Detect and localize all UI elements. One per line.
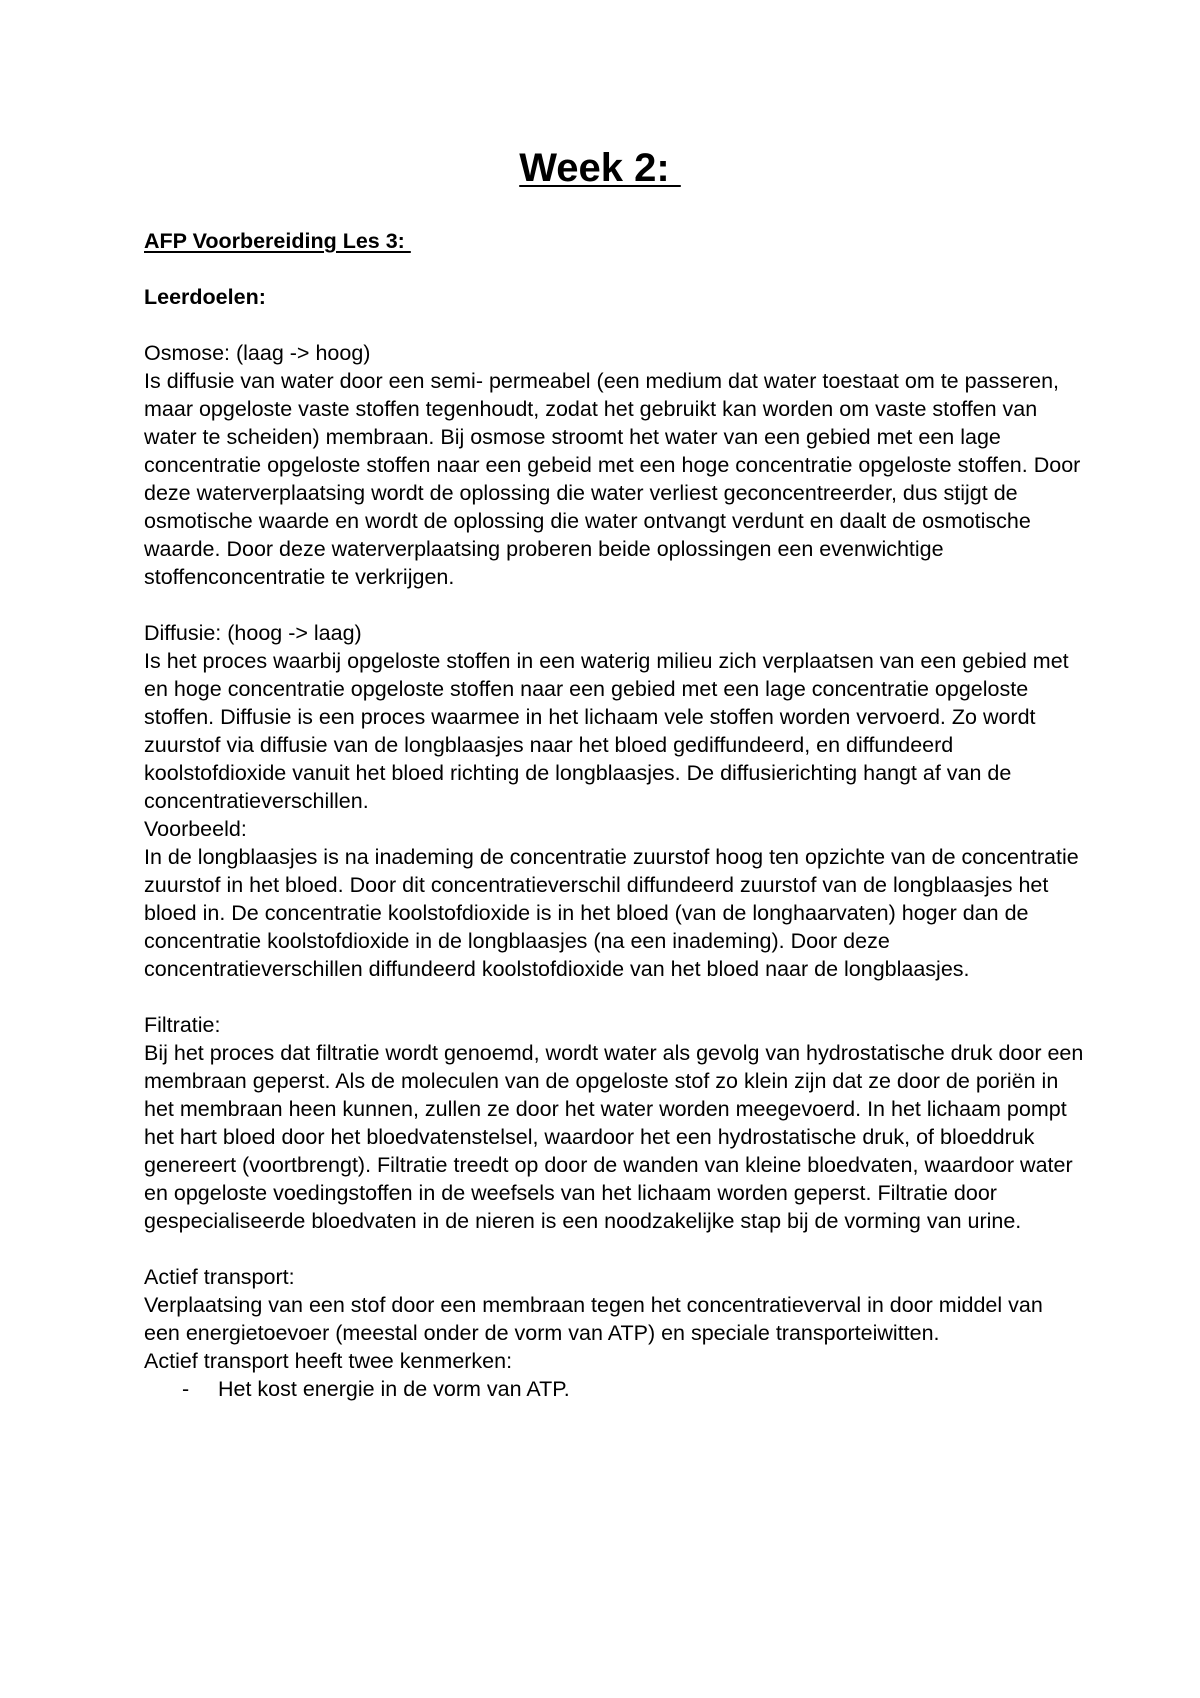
section-heading xyxy=(144,227,1084,255)
section-heading-text: AFP Voorbereiding Les 3: xyxy=(144,229,411,253)
bullet-text: Het kost energie in de vorm van ATP. xyxy=(218,1377,570,1401)
actief-transport-label: Actief transport: xyxy=(144,1265,295,1289)
bullet-marker: - xyxy=(182,1377,190,1401)
page-title-text: Week 2: xyxy=(519,146,681,190)
diffusie-paragraph: Is het proces waarbij opgeloste stoffen in een waterig milieu zich verplaatsen van een gebied met en hoge concentratie opgeloste stoffen naar een gebied met een lage concentratie opgeloste stoffen. Diffusie is een proces waarmee in het lichaam vele stoffen worden vervoerd. Zo wordt zuurstof via diffusie van de longblaasjes naar het bloed gediffundeerd, en diffundeerd koolstofdioxide vanuit het bloed richting de longblaasjes. De diffusierichting hangt af van de concentratieverschillen. xyxy=(144,649,1069,813)
spacer xyxy=(144,591,1084,619)
osmose-label: Osmose: (laag -> hoog) xyxy=(144,341,371,365)
list-item xyxy=(144,1375,1084,1403)
filtratie-paragraph: Bij het proces dat filtratie wordt genoemd, wordt water als gevolg van hydrostatische druk door een membraan geperst. Als de moleculen van de opgeloste stof zo klein zijn dat ze door de poriën in het membraan heen kunnen, zullen ze door het water worden meegevoerd. In het lichaam pompt het hart bloed door het bloedvatenstelsel, waardoor het een hydrostatische druk, of bloeddruk genereert (voortbrengt). Filtratie treedt op door de wanden van kleine bloedvaten, waardoor water en opgeloste voedingstoffen in de weefsels van het lichaam worden geperst. Filtratie door gespecialiseerde bloedvaten in de nieren is een noodzakelijke stap bij de vorming van urine. xyxy=(144,1041,1084,1233)
filtratie-label: Filtratie: xyxy=(144,1013,221,1037)
spacer xyxy=(144,255,1084,283)
actief-transport-kenmerken-intro: Actief transport heeft twee kenmerken: xyxy=(144,1349,513,1373)
subheading-leerdoelen: Leerdoelen: xyxy=(144,285,266,309)
osmose-paragraph: Is diffusie van water door een semi- permeabel (een medium dat water toestaat om te passeren, maar opgeloste vaste stoffen tegenhoudt, zodat het gebruikt kan worden om vaste stoffen van water te scheiden) membraan. Bij osmose stroomt het water van een gebied met een lage concentratie opgeloste stoffen naar een gebeid met een hoge concentratie opgeloste stoffen. Door deze waterverplaatsing wordt de oplossing die water verliest geconcentreerder, dus stijgt de osmotische waarde en wordt de oplossing die water ontvangt verdunt en daalt de osmotische waarde. Door deze waterverplaatsing proberen beide oplossingen een evenwichtige stoffenconcentratie te verkrijgen. xyxy=(144,369,1081,589)
document-body xyxy=(144,227,1084,1403)
diffusie-example-paragraph: In de longblaasjes is na inademing de concentratie zuurstof hoog ten opzichte van de concentratie zuurstof in het bloed. Door dit concentratieverschil diffundeerd zuurstof van de longblaasjes het bloed in. De concentratie koolstofdioxide is in het bloed (van de longhaarvaten) hoger dan de concentratie koolstofdioxide in de longblaasjes (na een inademing). Door deze concentratieverschillen diffundeerd koolstofdioxide van het bloed naar de longblaasjes. xyxy=(144,845,1079,981)
spacer xyxy=(144,311,1084,339)
actief-transport-paragraph: Verplaatsing van een stof door een membraan tegen het concentratieverval in door middel van een energietoevoer (meestal onder de vorm van ATP) en speciale transporteiwitten. xyxy=(144,1293,1043,1345)
spacer xyxy=(144,983,1084,1011)
spacer xyxy=(144,1235,1084,1263)
page-title xyxy=(0,142,1200,194)
diffusie-label: Diffusie: (hoog -> laag) xyxy=(144,621,362,645)
diffusie-example-label: Voorbeeld: xyxy=(144,817,247,841)
